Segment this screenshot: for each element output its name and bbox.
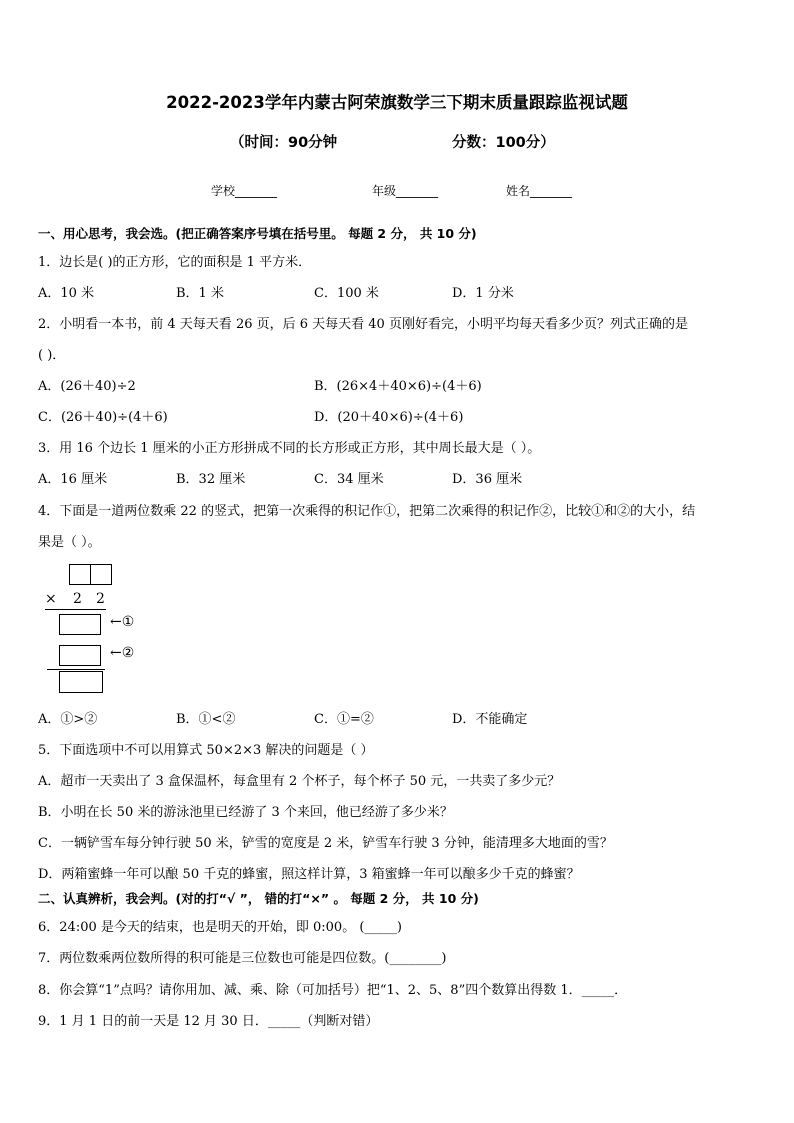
question-9: 9．1 月 1 日的前一天是 12 月 30 日．_____（判断对错）	[38, 1014, 379, 1029]
partial-product-1-label: ←①	[110, 614, 135, 630]
question-2-cont: ( )．	[38, 348, 66, 363]
question-4-cont: 果是（ ）。	[38, 535, 101, 550]
grade-field: 年级_______	[372, 184, 439, 198]
q3-option-c: C．34 厘米	[314, 472, 384, 487]
q5-option-b: B．小明在长 50 米的游泳池里已经游了 3 个来回，他已经游了多少米？	[38, 805, 453, 820]
q4-option-c: C．①=②	[314, 712, 374, 727]
question-3: 3．用 16 个边长 1 厘米的小正方形拼成不同的长方形或正方形，其中周长最大是（ ）。	[38, 441, 541, 456]
multiplicand-ones-box	[90, 564, 112, 585]
times-sign: ×	[45, 591, 57, 607]
q2-option-c: C．(26＋40)÷(4＋6)	[38, 410, 168, 425]
exam-score: 分数：100分）	[452, 135, 555, 151]
question-6: 6．24:00 是今天的结束，也是明天的开始，即 0:00。 (_____)	[38, 920, 402, 935]
question-7: 7．两位数乘两位数所得的积可能是三位数也可能是四位数。(________)	[38, 951, 447, 966]
partial-product-1-box	[59, 614, 101, 635]
partial-product-2-box	[59, 645, 101, 666]
q2-option-b: B．(26×4＋40×6)÷(4＋6)	[314, 379, 482, 394]
question-4: 4．下面是一道两位数乘 22 的竖式，把第一次乘得的积记作①，把第二次乘得的积记作②，比较①和②的大小，结	[38, 504, 696, 519]
question-5: 5．下面选项中不可以用算式 50×2×3 解决的问题是（ ）	[38, 743, 374, 758]
q4-option-d: D．不能确定	[452, 712, 528, 727]
multiplier-ones-digit: 2	[96, 591, 105, 607]
multiplicand-tens-box	[69, 564, 91, 585]
school-field: 学校_______	[211, 184, 278, 198]
product-line-2	[47, 669, 105, 670]
multiplier-tens-digit: 2	[73, 591, 82, 607]
q1-option-c: C．100 米	[314, 286, 379, 301]
final-product-box	[59, 671, 103, 693]
q4-option-a: A．①>②	[38, 712, 98, 727]
q5-option-c: C．一辆铲雪车每分钟行驶 50 米，铲雪的宽度是 2 米，铲雪车行驶 3 分钟，能清理多大地面的雪？	[38, 836, 613, 851]
question-2: 2．小明看一本书，前 4 天每天看 26 页，后 6 天每天看 40 页刚好看完，小明平均每天看多少页？列式正确的是	[38, 317, 688, 332]
q3-option-a: A．16 厘米	[38, 472, 108, 487]
question-8: 8．你会算“1”点吗？请你用加、减、乘、除（可加括号）把“1、2、5、8”四个数算出得数 1．_____．	[38, 983, 628, 998]
q3-option-b: B．32 厘米	[176, 472, 246, 487]
q2-option-d: D．(20＋40×6)÷(4＋6)	[314, 410, 464, 425]
q1-option-a: A．10 米	[38, 286, 95, 301]
exam-time: （时间：90分钟	[230, 135, 338, 151]
q4-option-b: B．①<②	[176, 712, 236, 727]
q2-option-a: A．(26＋40)÷2	[38, 379, 136, 394]
q5-option-a: A．超市一天卖出了 3 盒保温杯，每盒里有 2 个杯子，每个杯子 50 元，一共卖了多少元？	[38, 774, 561, 789]
q5-option-d: D．两箱蜜蜂一年可以酿 50 千克的蜂蜜，照这样计算，3 箱蜜蜂一年可以酿多少千克的蜂蜜？	[38, 867, 580, 882]
section-1-heading: 一、用心思考，我会选。(把正确答案序号填在括号里。 每题 2 分， 共 10 分)	[38, 226, 477, 241]
q1-option-d: D．1 分米	[452, 286, 514, 301]
page-title: 2022-2023学年内蒙古阿荣旗数学三下期末质量跟踪监视试题	[166, 93, 628, 112]
q1-option-b: B．1 米	[176, 286, 224, 301]
q3-option-d: D．36 厘米	[452, 472, 523, 487]
partial-product-2-label: ←②	[110, 645, 135, 661]
question-1: 1．边长是( )的正方形，它的面积是 1 平方米．	[38, 255, 312, 270]
product-line-1	[45, 609, 106, 610]
section-2-heading: 二、认真辨析，我会判。(对的打“√ ”， 错的打“×” 。 每题 2 分， 共 10 分)	[38, 891, 479, 906]
name-field: 姓名_______	[506, 184, 573, 198]
